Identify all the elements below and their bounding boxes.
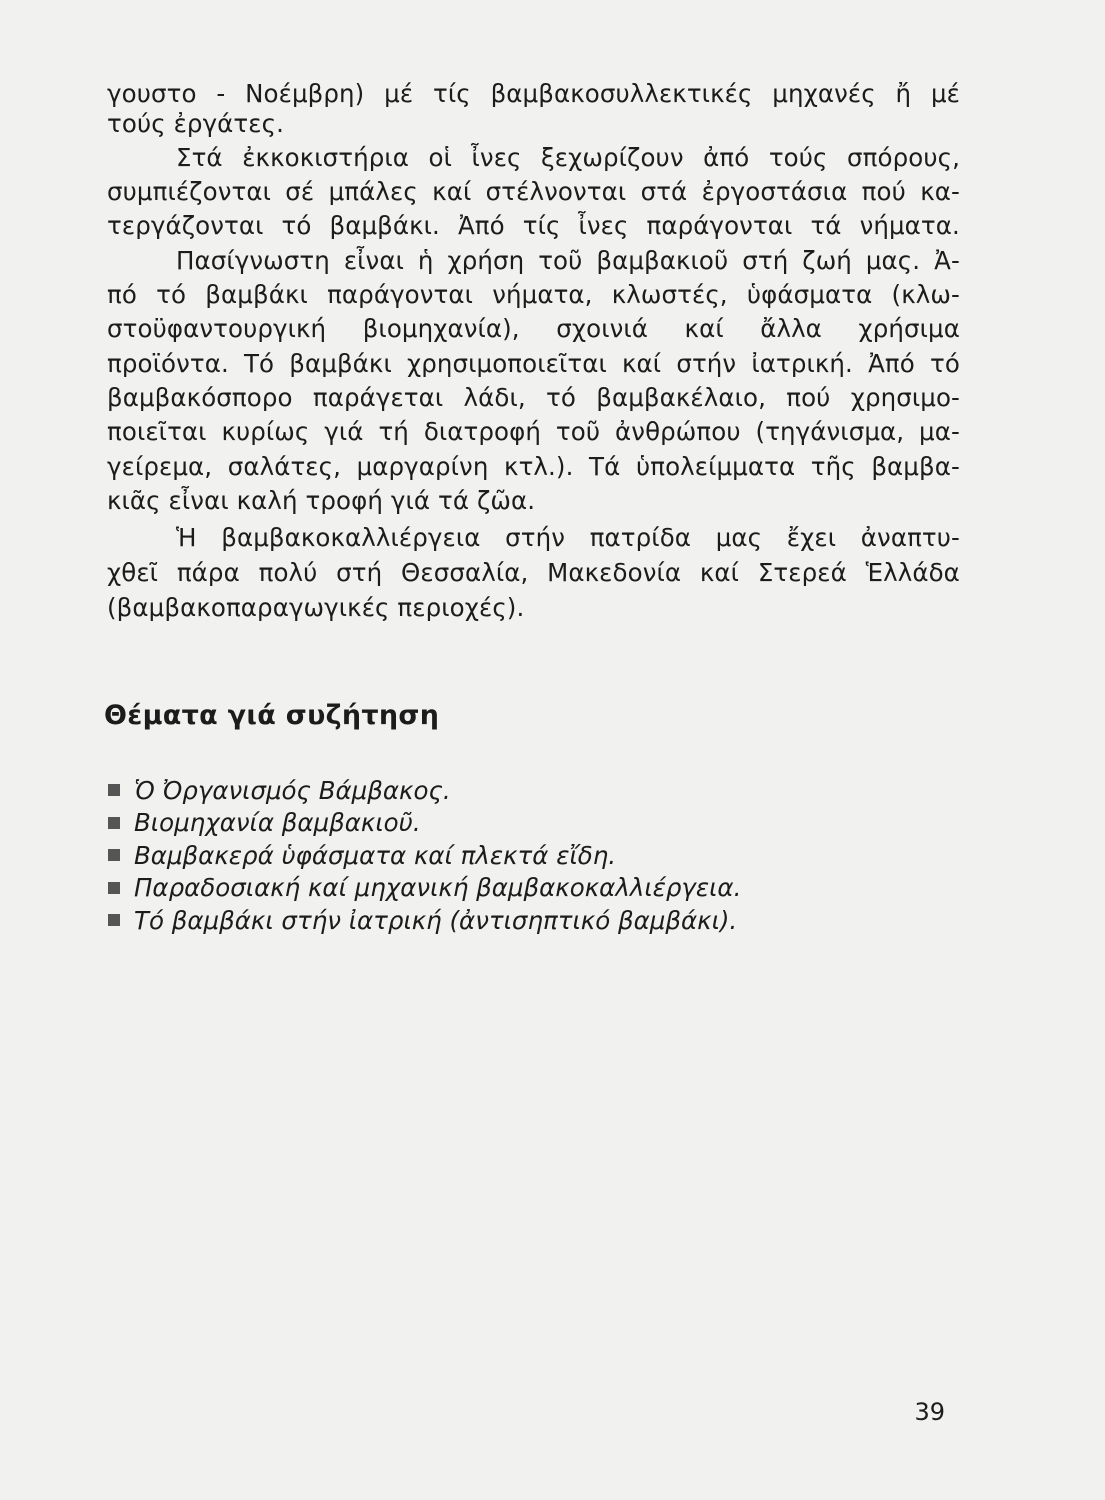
word: βαμβακιοῦ — [596, 246, 729, 275]
word: (τηγάνισμα, — [755, 417, 905, 446]
word: κα- — [920, 177, 960, 206]
word: μηχανές — [772, 79, 876, 108]
word: χρήσιμα — [858, 314, 960, 343]
word: σέ — [285, 177, 315, 206]
word: τά — [810, 211, 842, 240]
body-line — [176, 142, 960, 174]
word: Μακεδονία — [547, 558, 682, 587]
word: ὑφάσματα — [746, 280, 873, 309]
topic-item: Ὁ Ὀργανισμός Βάμβακος. — [108, 774, 741, 807]
word: μέ — [384, 79, 414, 108]
word: - — [216, 79, 226, 108]
topic-item: Παραδοσιακή καί μηχανική βαμβακοκαλλιέργεια. — [108, 872, 741, 905]
discussion-heading: Θέματα γιά συζήτηση — [104, 700, 440, 731]
word: βαμβακόσπορο — [107, 383, 293, 412]
word: Ἀ- — [934, 246, 960, 275]
word: καί — [432, 177, 472, 206]
body-line: τούς ἐργάτες. — [107, 109, 284, 138]
body-line — [107, 210, 960, 242]
word: καί — [622, 349, 662, 378]
body-line — [176, 245, 960, 277]
word: ξεχωρίζουν — [541, 143, 684, 172]
word: τοῦ — [555, 417, 601, 446]
word: Ἀπό — [457, 211, 505, 240]
word: ἶνες — [471, 143, 522, 172]
word: ἤ — [895, 79, 912, 108]
word: Θεσσαλία, — [401, 558, 529, 587]
word: ἡ — [417, 246, 434, 275]
word: βαμβα- — [871, 452, 960, 481]
word: τεργάζονται — [107, 211, 264, 240]
topic-item: Βιομηχανία βαμβακιοῦ. — [108, 807, 741, 840]
word: ἶνες — [578, 211, 629, 240]
word: μας — [715, 523, 763, 552]
word: μαργαρίνη — [356, 452, 489, 481]
word: παράγεται — [312, 383, 444, 412]
word: χρησιμο- — [850, 383, 960, 412]
word: πατρίδα — [589, 523, 692, 552]
word: χρησιμοποιεῖται — [406, 349, 607, 378]
word: στή — [336, 558, 383, 587]
word: μπάλες — [328, 177, 418, 206]
body-line — [176, 522, 960, 554]
word: στήν — [505, 523, 566, 552]
word: νήματα. — [859, 211, 960, 240]
word: νήματα, — [492, 280, 593, 309]
body-line — [107, 348, 960, 380]
body-line: (βαμβακοπαραγωγικές περιοχές). — [107, 593, 525, 622]
word: γιά — [324, 417, 364, 446]
word: βαμβακοκαλλιέργεια — [221, 523, 481, 552]
square-bullet-icon — [108, 882, 120, 894]
word: ἰατρική. — [751, 349, 853, 378]
word: ὑπολείμματα — [635, 452, 796, 481]
word: σχοινιά — [556, 314, 649, 343]
word: μα- — [919, 417, 960, 446]
word: βιομηχανία), — [362, 314, 520, 343]
word: πολύ — [258, 558, 318, 587]
word: (κλω- — [891, 280, 960, 309]
word: Τό — [243, 349, 275, 378]
word: ἐκκοκιστήρια — [242, 143, 410, 172]
word: Ἀπό — [868, 349, 915, 378]
word: πό — [107, 280, 137, 309]
word: τοῦ — [538, 246, 583, 275]
word: εἶναι — [343, 246, 404, 275]
body-line — [107, 382, 960, 414]
word: ζωή — [802, 246, 852, 275]
word: στοϋφαντουργική — [107, 314, 327, 343]
word: τό — [281, 211, 312, 240]
word: συμπιέζονται — [107, 177, 271, 206]
word: τίς — [522, 211, 561, 240]
word: σαλάτες, — [227, 452, 342, 481]
word: ἀναπτυ- — [860, 523, 960, 552]
square-bullet-icon — [108, 914, 120, 926]
word: σπόρους, — [847, 143, 960, 172]
discussion-topics — [108, 774, 741, 937]
word: οἱ — [428, 143, 453, 172]
word: τούς — [768, 143, 828, 172]
word: Πασίγνωστη — [176, 246, 330, 275]
word: τό — [156, 280, 187, 309]
word: ἀνθρώπου — [615, 417, 741, 446]
word: διατροφή — [423, 417, 542, 446]
body-line: κιᾶς εἶναι καλή τροφή γιά τά ζῶα. — [107, 486, 536, 515]
body-line — [107, 451, 960, 483]
word: τό — [930, 349, 960, 378]
square-bullet-icon — [108, 849, 120, 861]
word: Ἑλλάδα — [865, 558, 960, 587]
show-through-line — [110, 960, 970, 993]
word: χρήση — [447, 246, 525, 275]
word: Στά — [176, 143, 223, 172]
word: ἄλλα — [760, 314, 822, 343]
word: χθεῖ — [107, 558, 159, 587]
topic-item: Τό βαμβάκι στήν ἰατρική (ἀντισηπτικό βαμβάκι). — [108, 904, 741, 937]
word: καί — [699, 558, 740, 587]
word: Τά — [589, 452, 621, 481]
word: τίς — [433, 79, 471, 108]
word: στά — [640, 177, 688, 206]
square-bullet-icon — [108, 784, 120, 796]
word: λάδι, — [463, 383, 526, 412]
word: μέ — [930, 79, 960, 108]
word: Ἡ — [176, 523, 197, 552]
word: ἐργοστάσια — [701, 177, 848, 206]
word: πάρα — [176, 558, 240, 587]
word: ἀπό — [703, 143, 750, 172]
word: στέλνονται — [485, 177, 627, 206]
word: γουστο — [107, 79, 197, 108]
body-line — [107, 557, 960, 589]
word: βαμβάκι — [289, 349, 392, 378]
word: στή — [742, 246, 789, 275]
word: πού — [861, 177, 906, 206]
word: Νοέμβρη) — [245, 79, 365, 108]
word: ποιεῖται — [107, 417, 207, 446]
word: στήν — [676, 349, 737, 378]
body-line — [107, 416, 960, 448]
word: παράγονται — [327, 280, 474, 309]
word: βαμβακοσυλλεκτικές — [490, 79, 753, 108]
page-number: 39 — [914, 1398, 945, 1426]
word: Στερεά — [757, 558, 847, 587]
word: ἔχει — [786, 523, 837, 552]
word: βαμβάκι — [205, 280, 308, 309]
word: κλωστές, — [611, 280, 728, 309]
word: καί — [684, 314, 724, 343]
word: τῆς — [810, 452, 856, 481]
square-bullet-icon — [108, 817, 120, 829]
word: βαμβάκι. — [329, 211, 440, 240]
word: κτλ.). — [504, 452, 574, 481]
word: τό — [546, 383, 576, 412]
word: γείρεμα, — [107, 452, 213, 481]
word: κυρίως — [221, 417, 310, 446]
word: μας. — [865, 246, 921, 275]
word: βαμβακέλαιο, — [596, 383, 766, 412]
word: τή — [378, 417, 409, 446]
body-line — [107, 279, 960, 311]
topic-item: Βαμβακερά ὑφάσματα καί πλεκτά εἴδη. — [108, 839, 741, 872]
word: παράγονται — [646, 211, 793, 240]
body-line — [107, 176, 960, 208]
body-line — [107, 313, 960, 345]
body-line — [107, 78, 960, 110]
word: προϊόντα. — [107, 349, 229, 378]
word: πού — [786, 383, 831, 412]
